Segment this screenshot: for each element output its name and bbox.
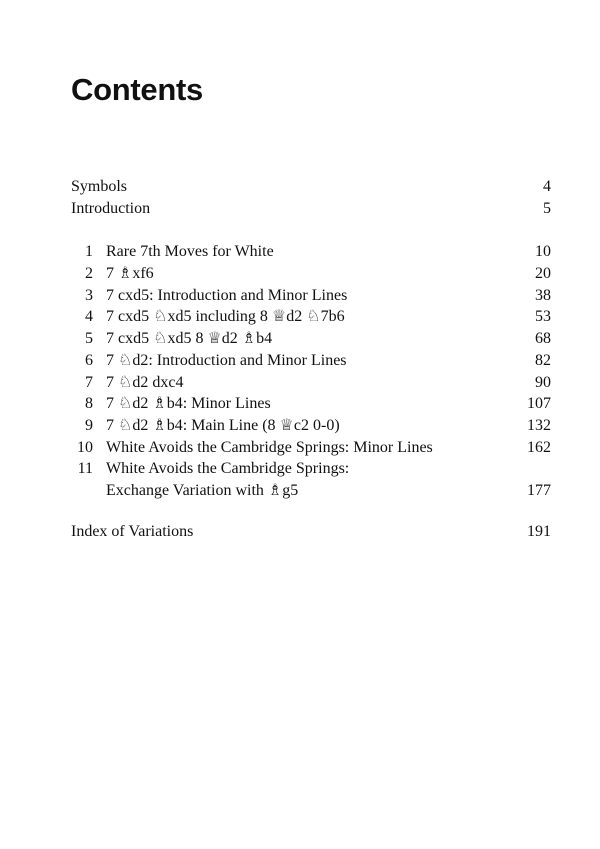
toc-entry-page: 191 [527, 522, 551, 540]
toc-chapter-3[interactable] [71, 285, 551, 307]
chapter-number: 1 [85, 243, 93, 261]
chapter-number: 5 [85, 330, 93, 348]
page-title: Contents [71, 72, 203, 107]
toc-chapter-11[interactable] [71, 458, 551, 501]
chapter-number: 3 [85, 286, 93, 304]
chapter-page: 82 [535, 351, 551, 369]
toc-entry-page: 5 [543, 199, 551, 217]
chapter-number: 11 [77, 460, 93, 478]
toc-entry-symbols[interactable] [71, 176, 551, 198]
chapter-title-line-2: Exchange Variation with ♗g5 [106, 481, 299, 499]
toc-chapter-6[interactable] [71, 350, 551, 372]
toc-chapter-5[interactable] [71, 328, 551, 350]
chapter-number: 2 [85, 265, 93, 283]
chapter-number: 4 [85, 308, 93, 326]
toc-chapter-4[interactable] [71, 306, 551, 328]
toc-entry-page: 4 [543, 178, 551, 195]
toc-entry-label: Index of Variations [71, 522, 194, 540]
chapter-title: 7 ♘d2 ♗b4: Main Line (8 ♕c2 0-0) [106, 416, 340, 434]
chapter-title: Rare 7th Moves for White [106, 243, 274, 261]
chapter-title: 7 cxd5: Introduction and Minor Lines [106, 286, 348, 304]
chapter-title: White Avoids the Cambridge Springs: Minor Lines [106, 438, 433, 456]
chapter-title: 7 ♗xf6 [106, 265, 154, 283]
chapter-page: 20 [535, 265, 551, 283]
chapter-title [106, 458, 511, 501]
toc-entry-label: Introduction [71, 199, 151, 217]
chapter-number: 7 [85, 373, 93, 391]
toc-chapter-10[interactable] [71, 437, 551, 459]
toc-chapter-1[interactable] [71, 241, 551, 263]
chapter-page: 132 [527, 416, 551, 434]
toc-chapter-9[interactable] [71, 415, 551, 437]
toc-entry-index-of-variations[interactable] [71, 521, 551, 543]
chapter-number: 8 [85, 395, 93, 413]
chapter-number: 10 [77, 438, 93, 456]
toc-chapter-8[interactable] [71, 393, 551, 415]
chapter-page: 90 [535, 373, 551, 391]
toc-entry-introduction[interactable] [71, 198, 551, 220]
chapter-page: 177 [527, 481, 551, 499]
chapter-title: 7 cxd5 ♘xd5 8 ♕d2 ♗b4 [106, 330, 273, 348]
chapter-title: 7 ♘d2 ♗b4: Minor Lines [106, 395, 271, 413]
chapter-page: 10 [535, 243, 551, 261]
toc-entry-label: Symbols [71, 178, 128, 195]
chapter-title: 7 ♘d2 dxc4 [106, 373, 184, 391]
chapter-title-line-1: White Avoids the Cambridge Springs: [106, 460, 350, 478]
chapter-number: 9 [85, 416, 93, 434]
chapter-page: 38 [535, 286, 551, 304]
chapter-page: 68 [535, 330, 551, 348]
chapter-title: 7 cxd5 ♘xd5 including 8 ♕d2 ♘7b6 [106, 308, 345, 326]
toc-chapter-7[interactable] [71, 372, 551, 394]
chapter-page: 53 [535, 308, 551, 326]
chapter-title: 7 ♘d2: Introduction and Minor Lines [106, 351, 347, 369]
toc-chapter-2[interactable] [71, 263, 551, 285]
chapter-page: 107 [527, 395, 551, 413]
table-of-contents [71, 176, 551, 542]
chapter-number: 6 [85, 351, 93, 369]
chapter-page: 162 [527, 438, 551, 456]
